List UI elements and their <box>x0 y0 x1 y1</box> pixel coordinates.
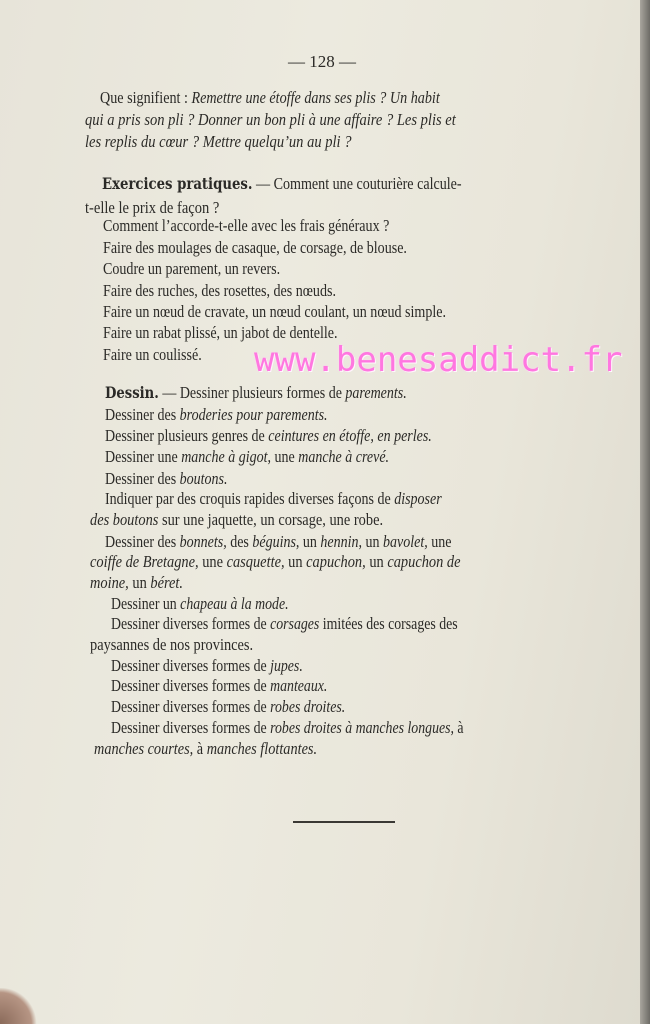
text-segment: à <box>453 718 464 737</box>
text-segment: Faire un rabat plissé, un jabot de dentelle. <box>103 323 338 342</box>
text-line <box>85 132 632 152</box>
text-line <box>105 426 632 446</box>
italic-text: manche à crevé. <box>298 447 390 466</box>
text-line <box>111 697 632 717</box>
book-edge <box>640 0 650 1024</box>
text-segment: Dessiner plusieurs genres de <box>105 426 269 445</box>
text-segment: Dessiner diverses formes de <box>111 697 271 716</box>
text-segment: sur une jaquette, un corsage, une robe. <box>158 510 384 529</box>
text-line <box>103 302 632 322</box>
text-segment: imitées des corsages des <box>319 614 458 633</box>
italic-text: parements. <box>345 383 407 402</box>
text-line <box>111 656 632 676</box>
text-line <box>90 635 632 655</box>
text-line <box>102 174 632 194</box>
italic-text: ceintures en étoffe, en perles. <box>268 426 432 445</box>
text-line <box>85 198 632 218</box>
end-rule <box>293 821 395 823</box>
italic-text: capuchon, <box>306 552 366 571</box>
text-line <box>100 88 632 108</box>
text-segment: Dessiner des <box>105 532 180 551</box>
italic-text: jupes. <box>270 656 303 675</box>
italic-text: hennin, <box>320 532 363 551</box>
text-segment: un <box>365 552 388 571</box>
text-segment: Faire un coulissé. <box>103 345 202 364</box>
text-line <box>94 739 632 759</box>
text-segment: un <box>299 532 321 551</box>
text-segment: Dessiner des <box>105 469 180 488</box>
text-line <box>105 532 632 552</box>
italic-text: Remettre une étoffe dans ses plis ? Un habit <box>191 88 440 107</box>
text-line <box>111 676 632 696</box>
italic-text: boutons. <box>179 469 228 488</box>
italic-text: qui a pris son pli ? Donner un bon pli à une affaire ? Les plis et <box>85 110 456 129</box>
italic-text: broderies pour parements. <box>179 405 328 424</box>
text-segment: un <box>284 552 307 571</box>
text-segment: Faire des ruches, des rosettes, des nœuds. <box>103 281 336 300</box>
section-heading: Exercices pratiques. <box>102 174 253 193</box>
text-line <box>103 238 632 258</box>
text-segment: Coudre un parement, un revers. <box>103 259 281 278</box>
italic-text: corsages <box>270 614 320 633</box>
text-line <box>85 110 632 130</box>
text-segment: Dessiner des <box>105 405 180 424</box>
italic-text: manche à gigot, <box>181 447 272 466</box>
italic-text: disposer <box>394 489 442 508</box>
text-line <box>105 405 632 425</box>
text-line <box>90 552 632 572</box>
text-line <box>90 510 632 530</box>
text-line <box>111 594 632 614</box>
text-line <box>105 469 632 489</box>
text-line <box>103 216 632 236</box>
watermark: www.benesaddict.fr <box>254 340 623 380</box>
italic-text: béret. <box>150 573 184 592</box>
text-segment: un <box>362 532 384 551</box>
text-segment: une <box>427 532 452 551</box>
text-segment: Dessiner diverses formes de <box>111 718 271 737</box>
text-line <box>105 489 632 509</box>
text-segment: — Comment une couturière calcule- <box>252 174 462 193</box>
italic-text: des boutons <box>90 510 159 529</box>
italic-text: les replis du cœur ? Mettre quelqu’un au pli ? <box>85 132 352 151</box>
italic-text: béguins, <box>252 532 300 551</box>
text-segment: Dessiner diverses formes de <box>111 676 271 695</box>
italic-text: robes droites. <box>270 697 346 716</box>
text-segment: t-elle le prix de façon ? <box>85 198 220 217</box>
text-segment: une <box>198 552 227 571</box>
text-segment: à <box>193 739 207 758</box>
italic-text: coiffe de Bretagne, <box>90 552 199 571</box>
text-segment: un <box>128 573 151 592</box>
text-segment: Comment l’accorde-t-elle avec les frais généraux ? <box>103 216 390 235</box>
text-line <box>103 259 632 279</box>
text-segment: Dessiner diverses formes de <box>111 614 271 633</box>
italic-text: capuchon de <box>387 552 461 571</box>
text-segment: Dessiner une <box>105 447 182 466</box>
italic-text: casquette, <box>226 552 285 571</box>
italic-text: robes droites à manches longues, <box>270 718 454 737</box>
text-segment: paysannes de nos provinces. <box>90 635 254 654</box>
text-segment: Faire des moulages de casaque, de corsage, de blouse. <box>103 238 407 257</box>
text-line <box>103 281 632 301</box>
text-segment: des <box>226 532 253 551</box>
text-line <box>105 447 632 467</box>
text-line <box>105 383 632 403</box>
italic-text: bavolet, <box>383 532 428 551</box>
text-segment: une <box>271 447 299 466</box>
text-segment: Dessiner diverses formes de <box>111 656 271 675</box>
text-line <box>111 614 632 634</box>
text-line <box>111 718 632 738</box>
text-line <box>90 573 632 593</box>
text-segment: Dessiner un <box>111 594 181 613</box>
italic-text: manteaux. <box>270 676 328 695</box>
italic-text: manches courtes, <box>94 739 194 758</box>
page-number: — 128 — <box>288 52 356 71</box>
text-segment: Que signifient : <box>100 88 192 107</box>
text-segment: Indiquer par des croquis rapides diverses façons de <box>105 489 395 508</box>
italic-text: moine, <box>90 573 129 592</box>
text-segment: Faire un nœud de cravate, un nœud coulant, un nœud simple. <box>103 302 447 321</box>
text-segment: — Dessiner plusieurs formes de <box>158 383 346 402</box>
italic-text: chapeau à la mode. <box>180 594 289 613</box>
section-heading: Dessin. <box>105 383 159 402</box>
italic-text: bonnets, <box>179 532 227 551</box>
italic-text: manches flottantes. <box>206 739 318 758</box>
